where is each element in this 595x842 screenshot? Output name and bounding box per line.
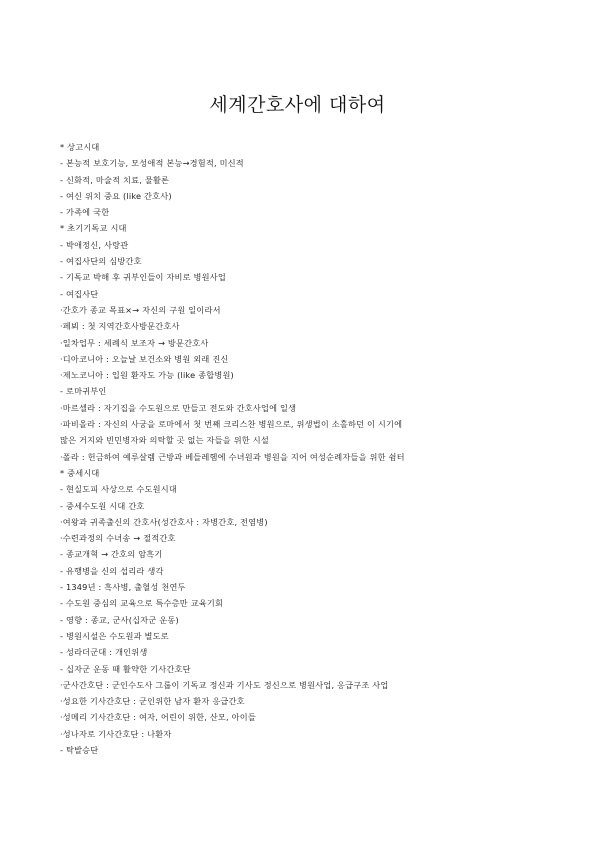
text-line: - 유행병을 신의 섭리라 생각 — [60, 565, 164, 576]
text-line: * 상고시대 — [60, 142, 100, 152]
document-body — [60, 139, 540, 758]
text-line: - 1349년 : 흑사병, 출혈성 천연두 — [60, 582, 186, 593]
text-line: - 여신 위치 중요 (like 간호사) — [60, 190, 172, 201]
text-line: - 로마귀부인 — [60, 386, 107, 397]
text-line: ·군사간호단 : 군인수도사 그룹이 기독교 정신과 기사도 정신으로 병원사업, 응급구조 사업 — [60, 679, 389, 690]
text-line: * 중세시대 — [60, 467, 100, 478]
text-line: - 종교개혁 → 간호의 암흑기 — [60, 549, 163, 560]
text-line: - 수도원 중심의 교육으로 특수층만 교육기회 — [60, 598, 224, 609]
text-line: - 중세수도원 시대 간호 — [60, 500, 145, 511]
text-line: ·여왕과 귀족출신의 간호사(성간호사 : 자병간호, 전염병) — [60, 516, 268, 527]
text-line: - 여집사단의 심방간호 — [60, 256, 142, 267]
text-line: ·파비올라 : 자신의 사궁을 로마에서 첫 번째 크리스찬 병원으로, 위생법이 소홀하던 이 시기에 — [60, 419, 403, 430]
text-line: - 십자군 운동 때 활약한 기사간호단 — [60, 663, 191, 674]
text-line: - 기독교 박해 후 귀부인들이 자비로 병원사업 — [60, 272, 226, 283]
document-title: 세계간호사에 대하여 — [209, 94, 386, 116]
text-line: * 초기기독교 시대 — [60, 223, 127, 234]
text-line: - 박애정신, 사랑관 — [60, 239, 129, 250]
text-line: ·성요한 기사간호단 : 군인위한 남자 환자 응급간호 — [60, 696, 245, 707]
text-line: ·페뵈 : 첫 지역간호사방문간호사 — [60, 321, 180, 332]
text-line: - 병원시설은 수도원과 별도로 — [60, 630, 169, 641]
text-line: ·일차업무 : 세례식 보조자 → 방문간호사 — [60, 337, 209, 348]
text-line: 많은 거지와 빈민병자와 의탁할 곳 없는 자들을 위한 시설 — [60, 435, 269, 446]
text-line: - 가족에 국한 — [60, 207, 110, 218]
text-line: - 성라더군대 : 개인위생 — [60, 647, 148, 658]
text-line: ·디아코니아 : 오늘날 보건소와 병원 외래 진신 — [60, 353, 229, 364]
text-line: ·수련과정의 수녀송 → 절적간호 — [60, 533, 176, 544]
text-line: - 여집사단 — [60, 288, 99, 299]
text-line: ·성나자로 기사간호단 : 나환자 — [60, 728, 172, 739]
text-line: ·간호가 종교 목표×→ 자신의 구원 일이라서 — [60, 304, 221, 315]
text-line: - 본능적 보호기능, 모성애적 본능→경험적, 미신적 — [60, 158, 244, 169]
text-line: ·성메리 기사간호단 : 여자, 어린이 위한, 산모, 아이들 — [60, 712, 256, 723]
text-line: ·제노코니아 : 입원 환자도 가능 (like 종합병원) — [60, 370, 234, 381]
text-line: ·폴라 : 헌금하여 예루살렘 근방과 베들레헴에 수녀원과 병원을 지어 여성순례자들을 위한 쉼터 — [60, 451, 405, 462]
text-line: ·마르셀라 : 자기집을 수도원으로 만들고 전도와 간호사업에 일생 — [60, 402, 297, 413]
text-line: - 탁발승단 — [60, 744, 99, 755]
text-line: - 영향 : 종교, 군사(십자군 운동) — [60, 614, 179, 625]
text-line: - 신화적, 마술적 치료, 물활론 — [60, 174, 170, 185]
text-line: - 현실도피 사상으로 수도원시대 — [60, 484, 177, 495]
